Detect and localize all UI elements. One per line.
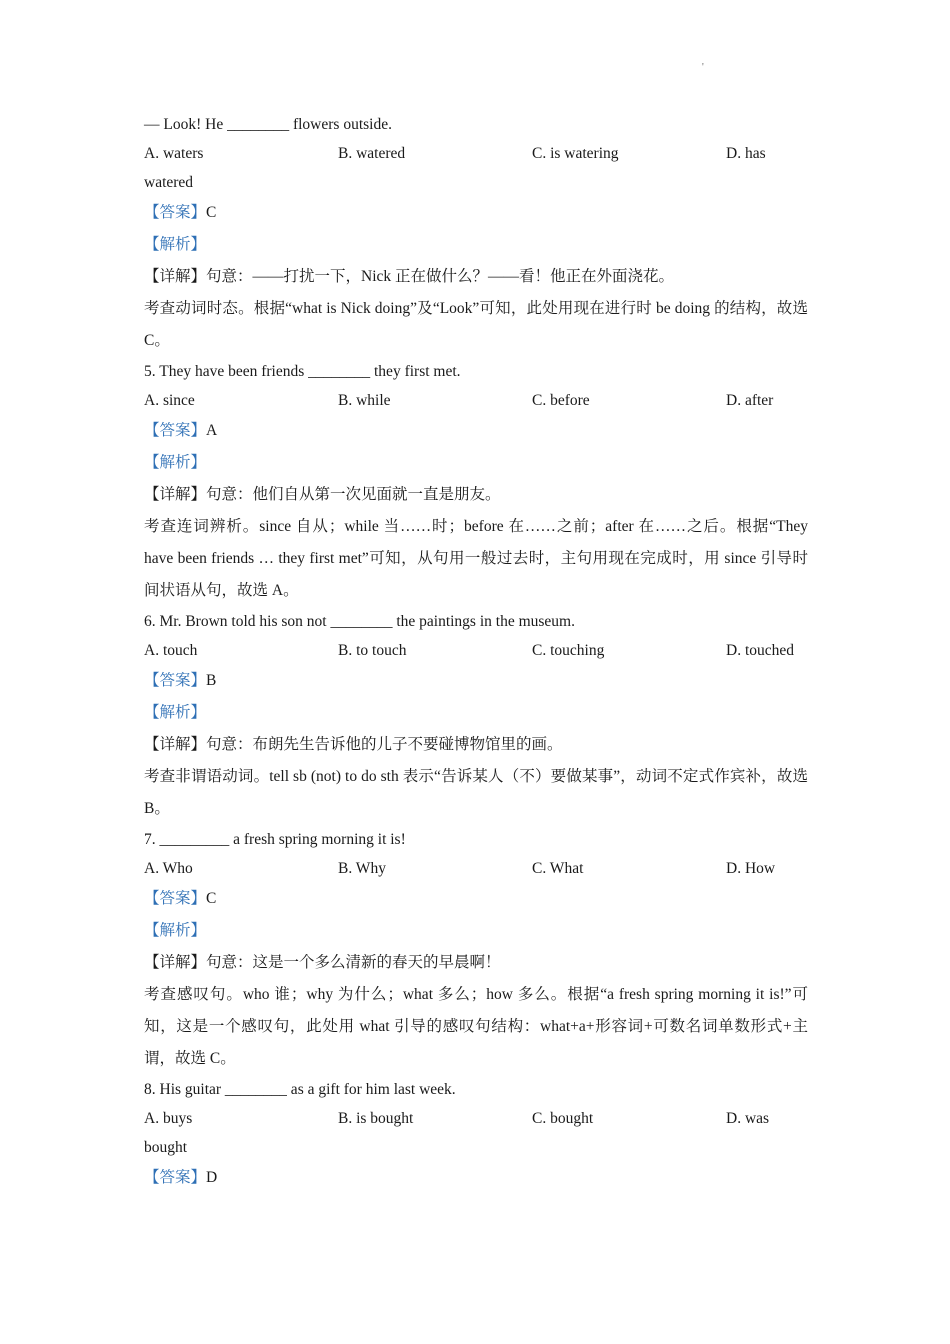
q8-answer bbox=[144, 1162, 808, 1194]
q4-stem: — Look! He ________ flowers outside. bbox=[144, 116, 392, 133]
page-mark: ' bbox=[702, 62, 704, 73]
q8-stem: 8. His guitar ________ as a gift for him last week. bbox=[144, 1081, 456, 1098]
q5-option-b: B. while bbox=[338, 392, 391, 409]
q8-option-b: B. is bought bbox=[338, 1110, 414, 1127]
q5-options bbox=[144, 386, 808, 415]
q7-options bbox=[144, 854, 808, 883]
q6-option-a: A. touch bbox=[144, 642, 198, 659]
q8-option-c: C. bought bbox=[532, 1110, 594, 1127]
q5-stem: 5. They have been friends ________ they first met. bbox=[144, 363, 461, 380]
q4-option-a: A. waters bbox=[144, 145, 204, 162]
q5-detail-text: 句意：他们自从第一次见面就一直是朋友。 bbox=[206, 486, 501, 503]
analysis-label: 【解析】 bbox=[144, 704, 207, 721]
q6-stem: 6. Mr. Brown told his son not ________ the paintings in the museum. bbox=[144, 613, 575, 630]
q4-options bbox=[144, 139, 808, 168]
q8-option-d: D. was bbox=[726, 1110, 770, 1127]
q4-option-d-wrap: watered bbox=[144, 174, 194, 191]
analysis-label: 【解析】 bbox=[144, 922, 207, 939]
q8-option-d-wrap: bought bbox=[144, 1139, 188, 1156]
answer-label: 【答案】 bbox=[144, 672, 207, 689]
q7-analysis-label bbox=[144, 915, 808, 947]
q4-answer bbox=[144, 197, 808, 229]
q6-option-b: B. to touch bbox=[338, 642, 407, 659]
q6-options bbox=[144, 636, 808, 665]
q5-option-c: C. before bbox=[532, 392, 590, 409]
q4-analysis-label bbox=[144, 229, 808, 261]
answer-label: 【答案】 bbox=[144, 1169, 207, 1186]
detail-label: 【详解】 bbox=[144, 486, 207, 503]
q7-detail-text: 句意：这是一个多么清新的春天的早晨啊！ bbox=[206, 954, 501, 971]
q4-explanation: 考查动词时态。根据“what is Nick doing”及“Look”可知，此处用现在进行时 be doing 的结构，故选 C。 bbox=[144, 300, 808, 349]
q5-analysis-label bbox=[144, 447, 808, 479]
q4-option-d: D. has bbox=[726, 145, 766, 162]
q7-option-a: A. Who bbox=[144, 860, 193, 877]
q7-detail bbox=[144, 947, 808, 979]
q5-detail bbox=[144, 479, 808, 511]
q4-option-c: C. is watering bbox=[532, 145, 619, 162]
q4-detail-text: 句意：——打扰一下，Nick 正在做什么？——看！他正在外面浇花。 bbox=[206, 268, 675, 285]
answer-label: 【答案】 bbox=[144, 204, 207, 221]
q7-option-d: D. How bbox=[726, 860, 776, 877]
q5-option-d: D. after bbox=[726, 392, 774, 409]
answer-label: 【答案】 bbox=[144, 890, 207, 907]
detail-label: 【详解】 bbox=[144, 268, 207, 285]
detail-label: 【详解】 bbox=[144, 736, 207, 753]
analysis-label: 【解析】 bbox=[144, 236, 207, 253]
q5-explanation: 考查连词辨析。since 自从；while 当……时；before 在……之前；after 在……之后。根据“They have been friends … they first met”可知，从句用一般过去时，主句用现在完成时，用 since 引导时间状语从句，故选 A。 bbox=[144, 518, 808, 599]
q8-answer-value: D bbox=[206, 1169, 218, 1186]
q7-explanation: 考查感叹句。who 谁；why 为什么；what 多么；how 多么。根据“a fresh spring morning it is!”可知，这是一个感叹句，此处用 what 引导的感叹句结构：what+a+形容词+可数名词单数形式+主谓，故选 C。 bbox=[144, 986, 808, 1067]
q6-answer-value: B bbox=[206, 672, 217, 689]
q4-option-b: B. watered bbox=[338, 145, 406, 162]
q5-option-a: A. since bbox=[144, 392, 195, 409]
answer-label: 【答案】 bbox=[144, 422, 207, 439]
q7-stem: 7. _________ a fresh spring morning it is! bbox=[144, 831, 406, 848]
q5-answer-value: A bbox=[206, 422, 218, 439]
q6-analysis-label bbox=[144, 697, 808, 729]
q6-detail-text: 句意：布朗先生告诉他的儿子不要碰博物馆里的画。 bbox=[206, 736, 563, 753]
detail-label: 【详解】 bbox=[144, 954, 207, 971]
q6-option-c: C. touching bbox=[532, 642, 605, 659]
q6-answer bbox=[144, 665, 808, 697]
q7-option-b: B. Why bbox=[338, 860, 386, 877]
q6-option-d: D. touched bbox=[726, 642, 795, 659]
analysis-label: 【解析】 bbox=[144, 454, 207, 471]
q4-detail bbox=[144, 261, 808, 293]
q7-answer bbox=[144, 883, 808, 915]
q7-answer-value: C bbox=[206, 890, 217, 907]
q8-options bbox=[144, 1104, 808, 1133]
q6-detail bbox=[144, 729, 808, 761]
q6-explanation: 考查非谓语动词。tell sb (not) to do sth 表示“告诉某人（不）要做某事”，动词不定式作宾补，故选 B。 bbox=[144, 768, 808, 817]
document-body bbox=[144, 110, 808, 1194]
q8-option-a: A. buys bbox=[144, 1110, 193, 1127]
q4-answer-value: C bbox=[206, 204, 217, 221]
q5-answer bbox=[144, 415, 808, 447]
q7-option-c: C. What bbox=[532, 860, 584, 877]
